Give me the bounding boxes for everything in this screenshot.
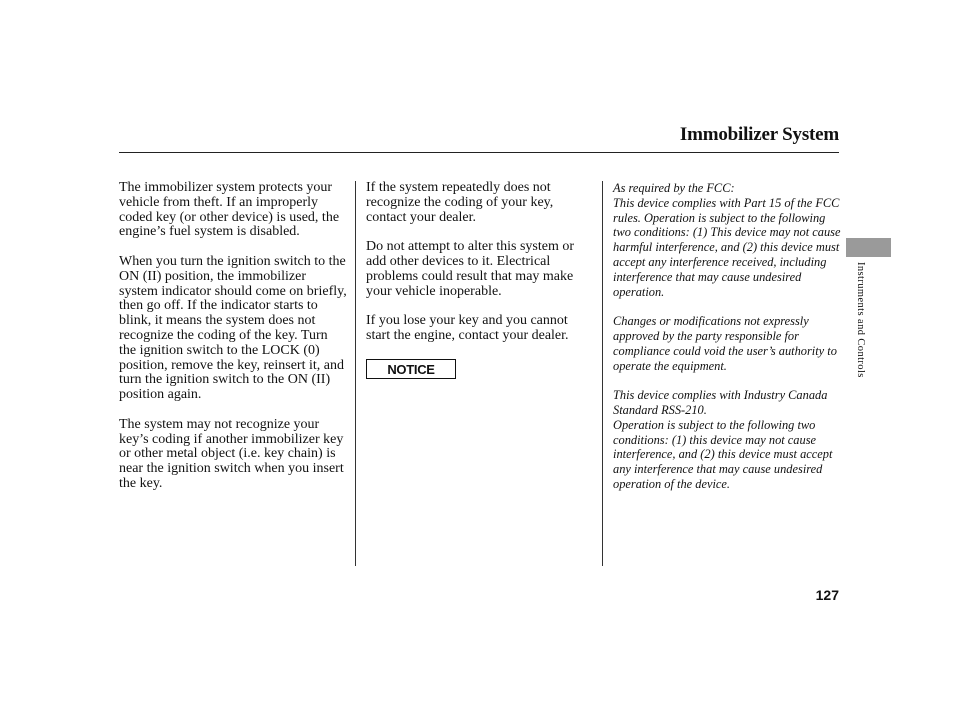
column-divider: [355, 181, 356, 566]
fcc-heading: As required by the FCC:: [613, 181, 735, 195]
page-number: 127: [815, 587, 839, 603]
paragraph: Do not attempt to alter this system or add other devices to it. Electrical problems could result that may make your vehicle inoperable.: [366, 239, 575, 299]
paragraph: The system may not recognize your key’s coding if another immobilizer key or other metal object (i.e. key chain) is near the ignition switch when you insert the key.: [119, 416, 344, 491]
paragraph: Operation is subject to the following two conditions: (1) this device may not cause interference, and (2) this device must accept any interference that may cause undesired operation of the device.: [613, 417, 833, 491]
ic-statement: This device complies with Industry Canada Standard RSS-210.: [613, 388, 828, 417]
paragraph: If the system repeatedly does not recognize the coding of your key, contact your dealer.: [366, 180, 554, 225]
notice-badge: NOTICE: [366, 359, 456, 379]
left-column: [119, 181, 347, 507]
section-label: Instruments and Controls: [855, 262, 866, 378]
paragraph: Changes or modifications not expressly approved by the party responsible for compliance could void the user’s authority to operate the equipment.: [613, 314, 837, 373]
paragraph: This device complies with Part 15 of the FCC rules. Operation is subject to the following two conditions: (1) This device may not cause harmful interference, and (2) this device must accept any interference received, including interference that may cause undesired operation.: [613, 195, 841, 299]
title-rule: [119, 152, 839, 153]
page-title: Immobilizer System: [679, 124, 839, 145]
paragraph: When you turn the ignition switch to the ON (II) position, the immobilizer system indicator should come on briefly, then go off. If the indicator starts to blink, it means the system does not recognize the coding of the key. Turn the ignition switch to the LOCK (0) position, remove the key, reinsert it, and turn the ignition switch to the ON (II) position again.: [119, 253, 347, 403]
middle-column: [366, 181, 594, 359]
paragraph: If you lose your key and you cannot start the engine, contact your dealer.: [366, 313, 569, 343]
column-divider: [602, 181, 603, 566]
paragraph: The immobilizer system protects your vehicle from theft. If an improperly coded key (or other device) is used, the engine’s fuel system is disabled.: [119, 180, 340, 240]
section-tab: [846, 238, 891, 257]
fcc-column: [613, 181, 841, 507]
